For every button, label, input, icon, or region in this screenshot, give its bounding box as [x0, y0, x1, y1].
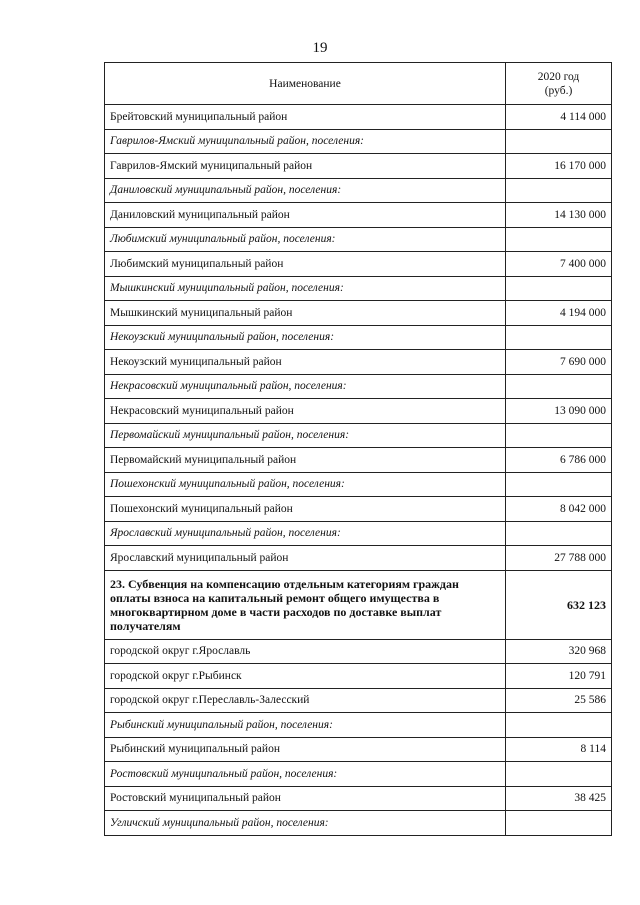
group-heading-row	[105, 276, 612, 301]
row-name: Гаврилов-Ямский муниципальный район, поселения:	[105, 129, 506, 154]
table-row	[105, 786, 612, 811]
table-row	[105, 350, 612, 375]
row-amount: 7 400 000	[506, 252, 612, 277]
header-name: Наименование	[105, 63, 506, 105]
row-name: Некоузский муниципальный район	[105, 350, 506, 375]
table-row	[105, 301, 612, 326]
row-name: Пошехонский муниципальный район	[105, 497, 506, 522]
row-name: Мышкинский муниципальный район, поселения:	[105, 276, 506, 301]
row-name: Рыбинский муниципальный район	[105, 737, 506, 762]
table-row	[105, 448, 612, 473]
row-name: 23. Субвенция на компенсацию отдельным категориям граждан оплаты взноса на капитальный ремонт общего имущества в многоквартирном доме в части расходов по доставке выплат получателям	[105, 570, 506, 639]
group-heading-row	[105, 472, 612, 497]
row-amount: 27 788 000	[506, 546, 612, 571]
group-heading-row	[105, 423, 612, 448]
table-row	[105, 497, 612, 522]
group-heading-row	[105, 713, 612, 738]
table-row	[105, 639, 612, 664]
table-body	[105, 105, 612, 836]
row-amount	[506, 713, 612, 738]
row-amount	[506, 227, 612, 252]
row-amount	[506, 178, 612, 203]
row-name: Некрасовский муниципальный район	[105, 399, 506, 424]
row-name: Любимский муниципальный район, поселения:	[105, 227, 506, 252]
table-row	[105, 154, 612, 179]
row-amount: 13 090 000	[506, 399, 612, 424]
group-heading-row	[105, 129, 612, 154]
row-name: Первомайский муниципальный район	[105, 448, 506, 473]
row-name: Рыбинский муниципальный район, поселения:	[105, 713, 506, 738]
row-name: Ростовский муниципальный район, поселения:	[105, 762, 506, 787]
row-name: Угличский муниципальный район, поселения:	[105, 811, 506, 836]
row-amount: 4 194 000	[506, 301, 612, 326]
group-heading-row	[105, 227, 612, 252]
row-amount: 14 130 000	[506, 203, 612, 228]
group-heading-row	[105, 178, 612, 203]
row-name: Даниловский муниципальный район	[105, 203, 506, 228]
row-amount: 4 114 000	[506, 105, 612, 130]
row-amount: 8 042 000	[506, 497, 612, 522]
row-amount	[506, 129, 612, 154]
table-row	[105, 399, 612, 424]
section-row	[105, 570, 612, 639]
row-amount: 120 791	[506, 664, 612, 689]
row-amount: 16 170 000	[506, 154, 612, 179]
row-amount: 7 690 000	[506, 350, 612, 375]
row-name: Ростовский муниципальный район	[105, 786, 506, 811]
row-amount: 632 123	[506, 570, 612, 639]
row-name: городской округ г.Ярославль	[105, 639, 506, 664]
header-amount-year: 2020 год	[537, 70, 580, 83]
row-name: Ярославский муниципальный район, поселения:	[105, 521, 506, 546]
row-name: Некоузский муниципальный район, поселения:	[105, 325, 506, 350]
row-amount	[506, 472, 612, 497]
row-name: городской округ г.Рыбинск	[105, 664, 506, 689]
row-name: Брейтовский муниципальный район	[105, 105, 506, 130]
row-amount	[506, 276, 612, 301]
row-name: Некрасовский муниципальный район, поселения:	[105, 374, 506, 399]
group-heading-row	[105, 811, 612, 836]
row-amount	[506, 374, 612, 399]
group-heading-row	[105, 521, 612, 546]
group-heading-row	[105, 325, 612, 350]
table-row	[105, 664, 612, 689]
row-amount	[506, 762, 612, 787]
row-name: Даниловский муниципальный район, поселения:	[105, 178, 506, 203]
table-header-row	[105, 63, 612, 105]
row-amount: 320 968	[506, 639, 612, 664]
row-amount: 38 425	[506, 786, 612, 811]
row-amount	[506, 423, 612, 448]
group-heading-row	[105, 374, 612, 399]
row-name: Ярославский муниципальный район	[105, 546, 506, 571]
table-row	[105, 546, 612, 571]
row-name: Первомайский муниципальный район, поселения:	[105, 423, 506, 448]
header-amount-unit: (руб.)	[544, 84, 573, 97]
budget-table	[104, 62, 612, 836]
row-name: городской округ г.Переславль-Залесский	[105, 688, 506, 713]
row-amount: 8 114	[506, 737, 612, 762]
table-row	[105, 105, 612, 130]
table-row	[105, 688, 612, 713]
row-amount	[506, 521, 612, 546]
row-amount	[506, 325, 612, 350]
page-number: 19	[312, 40, 328, 56]
table-row	[105, 203, 612, 228]
row-amount: 25 586	[506, 688, 612, 713]
row-amount: 6 786 000	[506, 448, 612, 473]
table-row	[105, 252, 612, 277]
row-name: Гаврилов-Ямский муниципальный район	[105, 154, 506, 179]
row-name: Мышкинский муниципальный район	[105, 301, 506, 326]
row-name: Пошехонский муниципальный район, поселения:	[105, 472, 506, 497]
header-amount	[506, 63, 612, 105]
row-amount	[506, 811, 612, 836]
row-name: Любимский муниципальный район	[105, 252, 506, 277]
table-row	[105, 737, 612, 762]
group-heading-row	[105, 762, 612, 787]
